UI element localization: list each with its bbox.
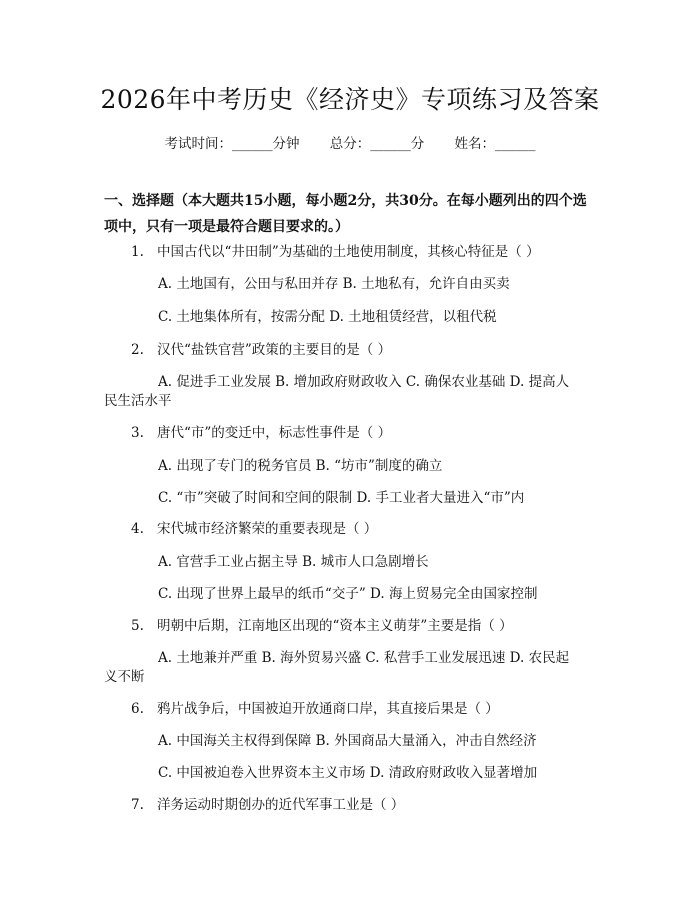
question-2 [131,338,391,362]
question-text: 唐代“市”的变迁中，标志性事件是（ ） [157,425,392,441]
options-line-wrap: 义不断 [104,669,145,685]
question-text: 宋代城市经济繁荣的重要表现是（ ） [157,521,378,537]
question-7 [131,793,404,817]
options-line: C. 土地集体所有，按需分配 D. 土地租赁经营，以租代税 [158,309,497,325]
exam-info-line [0,132,700,152]
question-text: 汉代“盐铁官营”政策的主要目的是（ ） [157,342,392,358]
question-text: 中国古代以“井田制”为基础的土地使用制度，其核心特征是（ ） [157,244,540,260]
options-line-wrap: 民生活水平 [104,393,172,409]
question-number: 2. [131,342,144,358]
question-number: 7. [131,797,144,813]
question-text: 洋务运动时期创办的近代军事工业是（ ） [157,797,405,813]
options-line: A. 官营手工业占据主导 B. 城市人口急剧增长 [158,554,429,570]
question-number: 4. [131,521,144,537]
question-6 [131,697,499,721]
options-line: A. 土地兼并严重 B. 海外贸易兴盛 C. 私营手工业发展迅速 D. 农民起 [158,650,570,666]
question-number: 5. [131,618,144,634]
question-number: 1. [131,244,144,260]
options-line: A. 土地国有，公田与私田并存 B. 土地私有，允许自由买卖 [158,276,510,292]
question-5 [131,614,513,638]
options-line: A. 中国海关主权得到保障 B. 外国商品大量涌入，冲击自然经济 [158,733,537,749]
question-3 [131,421,391,445]
total-score-field: 总分：______分 [329,136,425,152]
question-number: 3. [131,425,144,441]
options-line: C. 中国被迫卷入世界资本主义市场 D. 清政府财政收入显著增加 [158,765,538,781]
options-line: A. 出现了专门的税务官员 B. “坊市”制度的确立 [158,458,443,474]
question-number: 6. [131,701,144,717]
exam-time-field: 考试时间：______分钟 [164,136,300,152]
question-4 [131,517,377,541]
options-line: C. “市”突破了时间和空间的限制 D. 手工业者大量进入“市”内 [158,490,525,506]
question-text: 鸦片战争后，中国被迫开放通商口岸，其直接后果是（ ） [157,701,499,717]
student-name-field: 姓名：______ [454,136,536,152]
options-line: A. 促进手工业发展 B. 增加政府财政收入 C. 确保农业基础 D. 提高人 [158,374,570,390]
section-heading: 一、选择题（本大题共15小题，每小题2分，共30分。在每小题列出的四个选项中，只有一项是最符合题目要求的。） [104,193,587,235]
page-title: 2026年中考历史《经济史》专项练习及答案 [100,85,600,114]
question-1 [131,240,540,264]
question-text: 明朝中后期，江南地区出现的“资本主义萌芽”主要是指（ ） [157,618,513,634]
options-line: C. 出现了世界上最早的纸币“交子” D. 海上贸易完全由国家控制 [158,586,538,602]
